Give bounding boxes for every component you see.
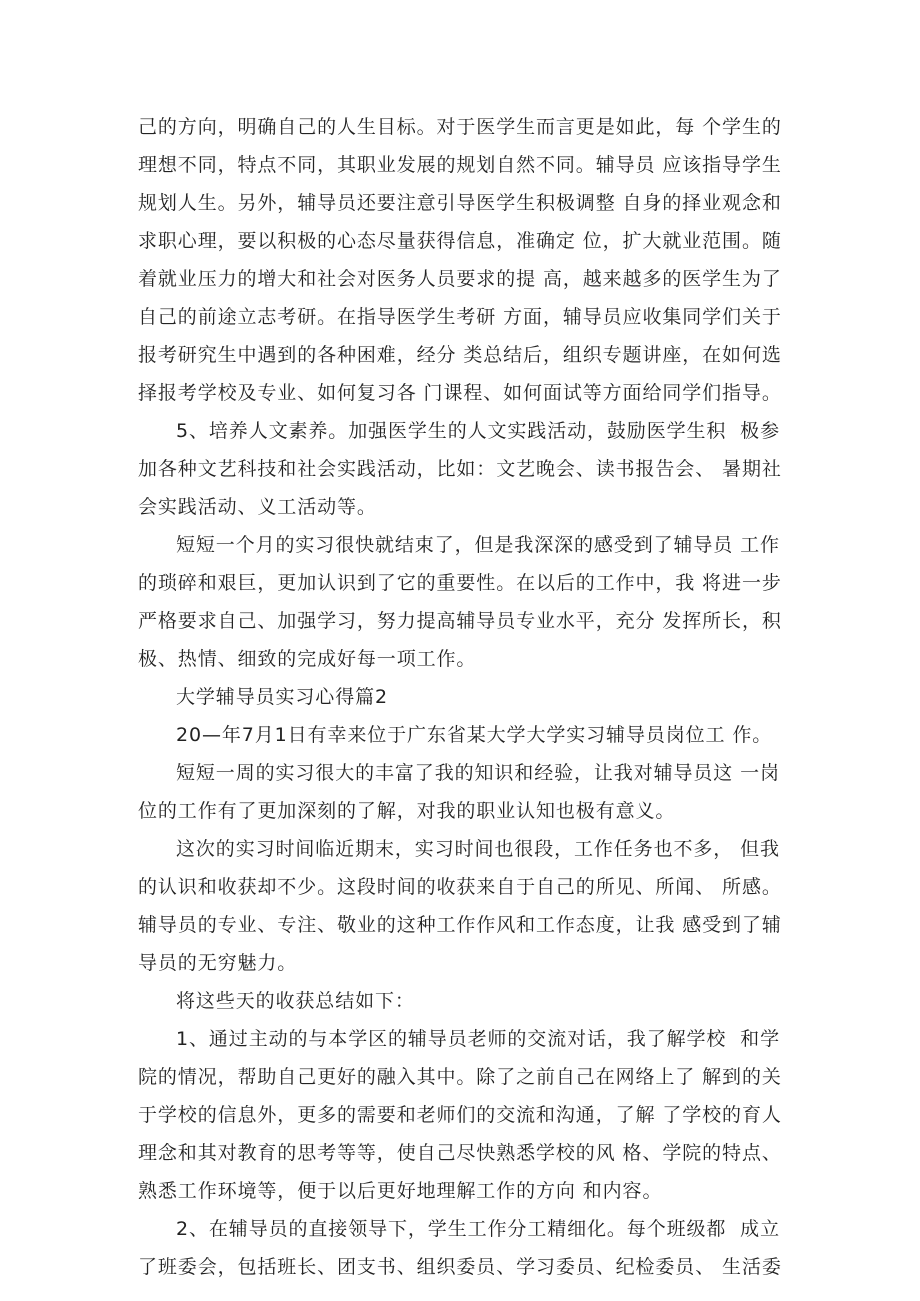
text-line: 着就业压力的增大和社会对医务人员要求的提 高，越来越多的医学生为了	[138, 268, 782, 290]
text-line: 择报考学校及专业、如何复习各 门课程、如何面试等方面给同学们指导。	[138, 382, 782, 404]
text-line: 熟悉工作环境等，便于以后更好地理解工作的方向 和内容。	[138, 1180, 663, 1202]
section-heading: 大学辅导员实习心得篇2	[176, 686, 388, 708]
paragraph-start-line: 1、通过主动的与本学区的辅导员老师的交流对话，我了解学校 和学	[176, 1028, 780, 1050]
text-line: 报考研究生中遇到的各种困难，经分 类总结后，组织专题讲座，在如何选	[138, 344, 782, 366]
text-line: 位的工作有了更加深刻的了解，对我的职业认知也极有意义。	[138, 800, 676, 822]
text-line: 导员的无穷魅力。	[138, 952, 298, 974]
text-line: 辅导员的专业、专注、敬业的这种工作作风和工作态度，让我 感受到了辅	[138, 914, 782, 936]
text-line: 的认识和收获却不少。这段时间的收获来自于自己的所见、所闻、 所感。	[138, 876, 782, 898]
paragraph-start-line: 短短一个月的实习很快就结束了，但是我深深的感受到了辅导员 工作	[176, 534, 780, 556]
text-line: 会实践活动、义工活动等。	[138, 496, 377, 518]
text-line: 极、热情、细致的完成好每一项工作。	[138, 648, 477, 670]
document-body	[138, 108, 798, 1286]
paragraph-start-line: 将这些天的收获总结如下：	[176, 990, 415, 1012]
paragraph-start-line: 20—年7月1日有幸来位于广东省某大学大学实习辅导员岗位工 作。	[176, 724, 773, 746]
paragraph-start-line: 短短一周的实习很大的丰富了我的知识和经验，让我对辅导员这 一岗	[176, 762, 780, 784]
text-line: 的琐碎和艰巨，更加认识到了它的重要性。在以后的工作中，我 将进一步	[138, 572, 782, 594]
text-line: 己的方向，明确自己的人生目标。对于医学生而言更是如此，每 个学生的	[138, 116, 782, 138]
text-line: 于学校的信息外，更多的需要和老师们的交流和沟通，了解 了学校的育人	[138, 1104, 782, 1126]
text-line: 严格要求自己、加强学习，努力提高辅导员专业水平，充分 发挥所长，积	[138, 610, 782, 632]
paragraph-start-line: 5、培养人文素养。加强医学生的人文实践活动，鼓励医学生积 极参	[176, 420, 780, 442]
paragraph-start-line: 2、在辅导员的直接领导下，学生工作分工精细化。每个班级都 成立	[176, 1218, 780, 1240]
text-line: 自己的前途立志考研。在指导医学生考研 方面，辅导员应收集同学们关于	[138, 306, 782, 328]
text-line: 加各种文艺科技和社会实践活动，比如：文艺晚会、读书报告会、 暑期社	[138, 458, 782, 480]
paragraph-start-line: 这次的实习时间临近期末，实习时间也很段，工作任务也不多， 但我	[176, 838, 780, 860]
text-line: 求职心理，要以积极的心态尽量获得信息，准确定 位，扩大就业范围。随	[138, 230, 782, 252]
text-line: 理念和其对教育的思考等等，使自己尽快熟悉学校的风 格、学院的特点、	[138, 1142, 782, 1164]
text-line: 规划人生。另外，辅导员还要注意引导医学生积极调整 自身的择业观念和	[138, 192, 782, 214]
text-line: 院的情况，帮助自己更好的融入其中。除了之前自己在网络上了 解到的关	[138, 1066, 782, 1088]
text-line: 理想不同，特点不同，其职业发展的规划自然不同。辅导员 应该指导学生	[138, 154, 782, 176]
text-line: 了班委会，包括班长、团支书、组织委员、学习委员、纪检委员、 生活委	[138, 1256, 782, 1278]
